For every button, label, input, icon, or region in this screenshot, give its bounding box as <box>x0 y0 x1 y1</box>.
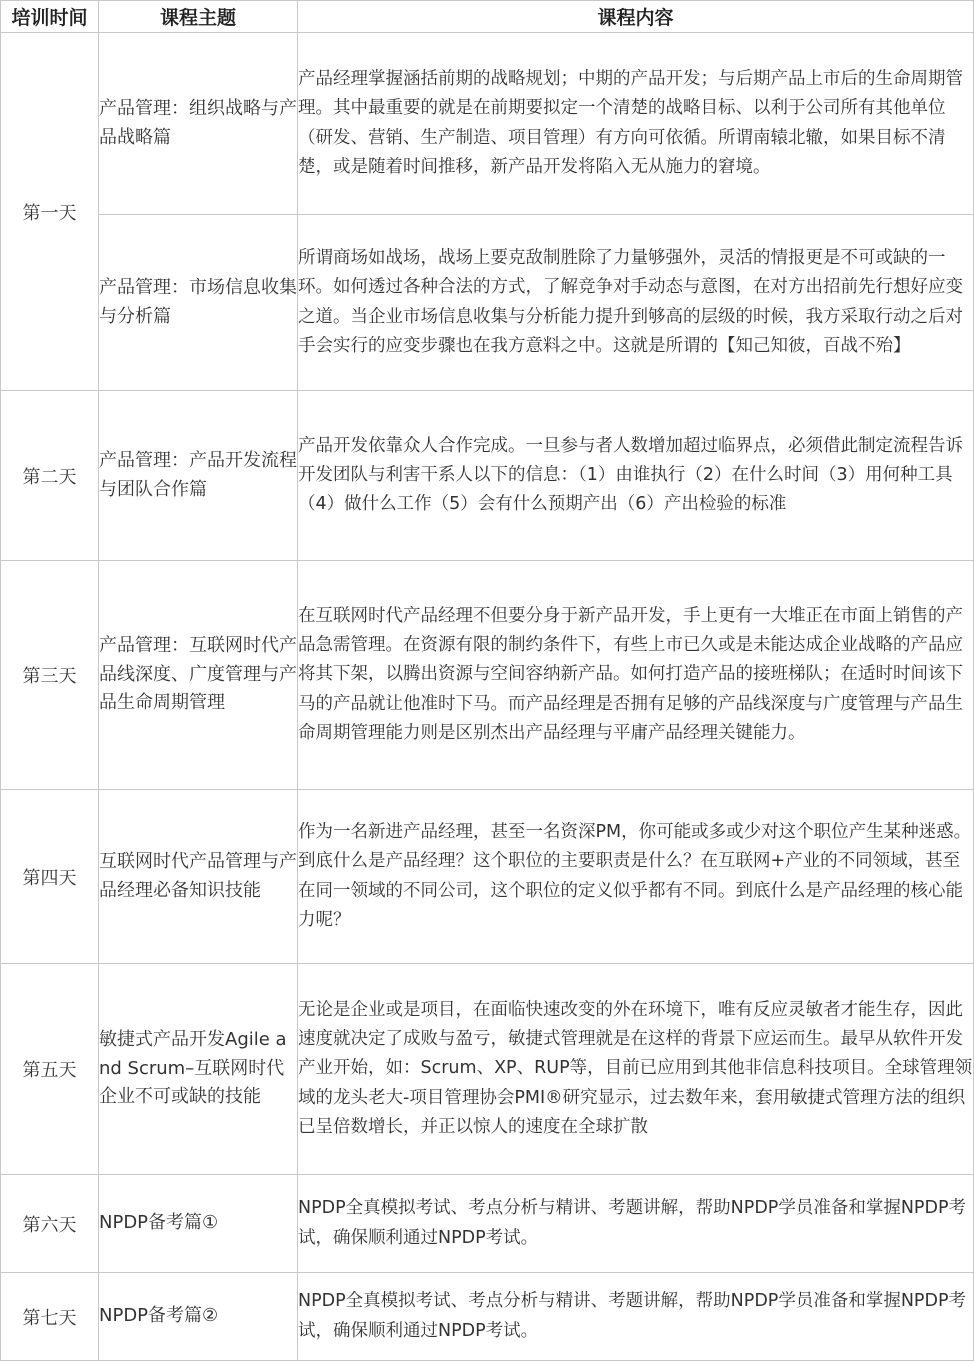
course-content: 作为一名新进产品经理，甚至一名资深PM，你可能或多或少对这个职位产生某种迷惑。到底什么是产品经理？这个职位的主要职责是什么？在互联网+产业的不同领域，甚至在同一领域的不同公司，这个职位的定义似乎都有不同。到底什么是产品经理的核心能力呢？ <box>298 790 974 964</box>
header-training-time: 培训时间 <box>1 1 99 33</box>
course-topic: 互联网时代产品管理与产品经理必备知识技能 <box>99 790 298 964</box>
header-course-content: 课程内容 <box>298 1 974 33</box>
table-row <box>1 1273 974 1361</box>
table-row <box>1 790 974 964</box>
course-topic: NPDP备考篇① <box>99 1175 298 1273</box>
day-label: 第二天 <box>1 391 99 561</box>
table-row <box>1 964 974 1175</box>
course-content: NPDP全真模拟考试、考点分析与精讲、考题讲解，帮助NPDP学员准备和掌握NPDP考试，确保顺利通过NPDP考试。 <box>298 1175 974 1273</box>
course-topic: 产品管理：产品开发流程与团队合作篇 <box>99 391 298 561</box>
course-content: 在互联网时代产品经理不但要分身于新产品开发，手上更有一大堆正在市面上销售的产品急需管理。在资源有限的制约条件下，有些上市已久或是未能达成企业战略的产品应将其下架，以腾出资源与空间容纳新产品。如何打造产品的接班梯队；在适时时间该下马的产品就让他准时下马。而产品经理是否拥有足够的产品线深度与广度管理与产品生命周期管理能力则是区别杰出产品经理与平庸产品经理关键能力。 <box>298 561 974 790</box>
course-content: 无论是企业或是项目，在面临快速改变的外在环境下，唯有反应灵敏者才能生存，因此速度就决定了成败与盈亏，敏捷式管理就是在这样的背景下应运而生。最早从软件开发产业开始，如：Scrum、XP、RUP等，目前已应用到其他非信息科技项目。全球管理领域的龙头老大-项目管理协会PMI®研究显示，过去数年来，套用敏捷式管理方法的组织已呈倍数增长，并正以惊人的速度在全球扩散 <box>298 964 974 1175</box>
course-topic: 产品管理：互联网时代产品线深度、广度管理与产品生命周期管理 <box>99 561 298 790</box>
day-label: 第五天 <box>1 964 99 1175</box>
day-label: 第六天 <box>1 1175 99 1273</box>
table-row <box>1 391 974 561</box>
table-row <box>1 215 974 391</box>
day-label: 第一天 <box>1 33 99 391</box>
course-content: NPDP全真模拟考试、考点分析与精讲、考题讲解，帮助NPDP学员准备和掌握NPDP考试，确保顺利通过NPDP考试。 <box>298 1273 974 1361</box>
table-row <box>1 1175 974 1273</box>
course-topic: NPDP备考篇② <box>99 1273 298 1361</box>
course-topic: 敏捷式产品开发Agile and Scrum–互联网时代企业不可或缺的技能 <box>99 964 298 1175</box>
header-course-topic: 课程主题 <box>99 1 298 33</box>
day-label: 第七天 <box>1 1273 99 1361</box>
table-row <box>1 561 974 790</box>
course-content: 产品开发依靠众人合作完成。一旦参与者人数增加超过临界点，必须借此制定流程告诉开发团队与利害干系人以下的信息：（1）由谁执行（2）在什么时间（3）用何种工具（4）做什么工作（5）会有什么预期产出（6）产出检验的标准 <box>298 391 974 561</box>
table-row <box>1 33 974 215</box>
course-content: 所谓商场如战场，战场上要克敌制胜除了力量够强外，灵活的情报更是不可或缺的一环。如何透过各种合法的方式，了解竞争对手动态与意图，在对方出招前先行想好应变之道。当企业市场信息收集与分析能力提升到够高的层级的时候，我方采取行动之后对手会实行的应变步骤也在我方意料之中。这就是所谓的【知己知彼，百战不殆】 <box>298 215 974 391</box>
course-topic: 产品管理：组织战略与产品战略篇 <box>99 33 298 215</box>
course-topic: 产品管理：市场信息收集与分析篇 <box>99 215 298 391</box>
header-row <box>1 1 974 33</box>
day-label: 第三天 <box>1 561 99 790</box>
course-content: 产品经理掌握涵括前期的战略规划；中期的产品开发；与后期产品上市后的生命周期管理。其中最重要的就是在前期要拟定一个清楚的战略目标、以利于公司所有其他单位（研发、营销、生产制造、项目管理）有方向可依循。所谓南辕北辙，如果目标不清楚，或是随着时间推移，新产品开发将陷入无从施力的窘境。 <box>298 33 974 215</box>
day-label: 第四天 <box>1 790 99 964</box>
